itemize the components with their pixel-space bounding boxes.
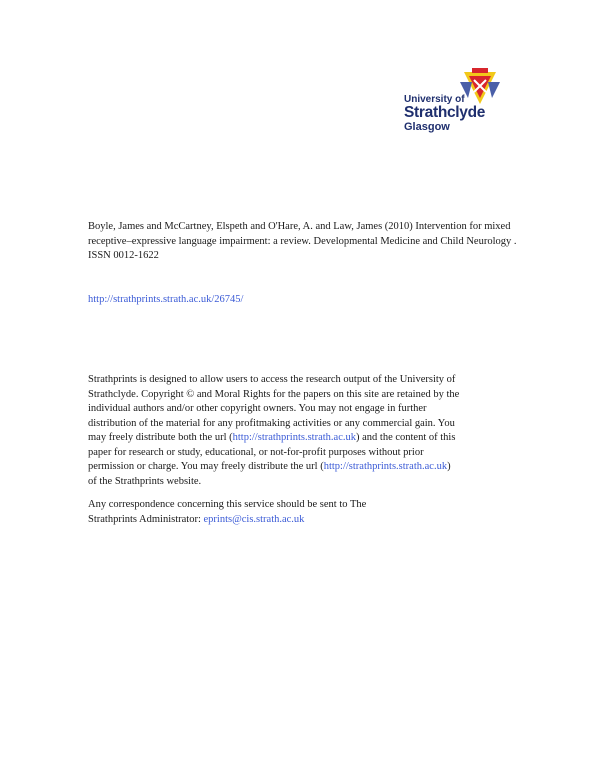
crest-top-bar (472, 68, 488, 73)
notice-line: of the Strathprints website. (88, 475, 202, 487)
strathprints-url-link[interactable]: http://strathprints.strath.ac.uk (323, 461, 448, 472)
notice-line: Strathclyde. Copyright © and Moral Rights for the papers on this site are retained by the (88, 388, 460, 400)
citation-line: Boyle, James and McCartney, Elspeth and O'Hare, A. and Law, James (2010) Intervention for mixed (88, 221, 511, 232)
logo-line-university-of: University of (404, 94, 465, 105)
crest-blue-right (488, 82, 500, 98)
contact-line (88, 513, 518, 528)
notice-line (88, 431, 518, 446)
citation-issn: ISSN 0012-1622 (88, 250, 159, 261)
contact-text: Strathprints Administrator: (88, 513, 204, 525)
citation-block (88, 220, 528, 264)
contact-block (88, 498, 518, 527)
university-logo (404, 66, 504, 138)
notice-line: Strathprints is designed to allow users to access the research output of the University of (88, 374, 456, 385)
copyright-notice (88, 373, 518, 489)
notice-line (88, 460, 518, 475)
notice-text: ) and the content of this (356, 432, 456, 443)
notice-line: individual authors and/or other copyright owners. You may not engage in further (88, 403, 427, 414)
strathprints-url-link[interactable]: http://strathprints.strath.ac.uk (232, 432, 356, 443)
admin-email-link[interactable]: eprints@cis.strath.ac.uk (203, 513, 305, 525)
citation-line: receptive–expressive language impairment: a review. Developmental Medicine and Child Neurology . (88, 235, 517, 247)
notice-text: permission or charge. You may freely distribute the url ( (88, 461, 324, 472)
logo-wordmark (404, 94, 485, 133)
record-url-link[interactable]: http://strathprints.strath.ac.uk/26745/ (88, 294, 244, 305)
notice-text: may freely distribute both the url ( (88, 432, 233, 443)
notice-line: distribution of the material for any profitmaking activities or any commercial gain. You (88, 417, 455, 429)
notice-line: paper for research or study, educational, or not-for-profit purposes without prior (88, 446, 424, 458)
logo-line-strathclyde: Strathclyde (404, 104, 486, 121)
notice-text: ) (447, 461, 451, 472)
logo-line-glasgow: Glasgow (404, 121, 450, 133)
contact-line: Any correspondence concerning this service should be sent to The (88, 499, 367, 510)
